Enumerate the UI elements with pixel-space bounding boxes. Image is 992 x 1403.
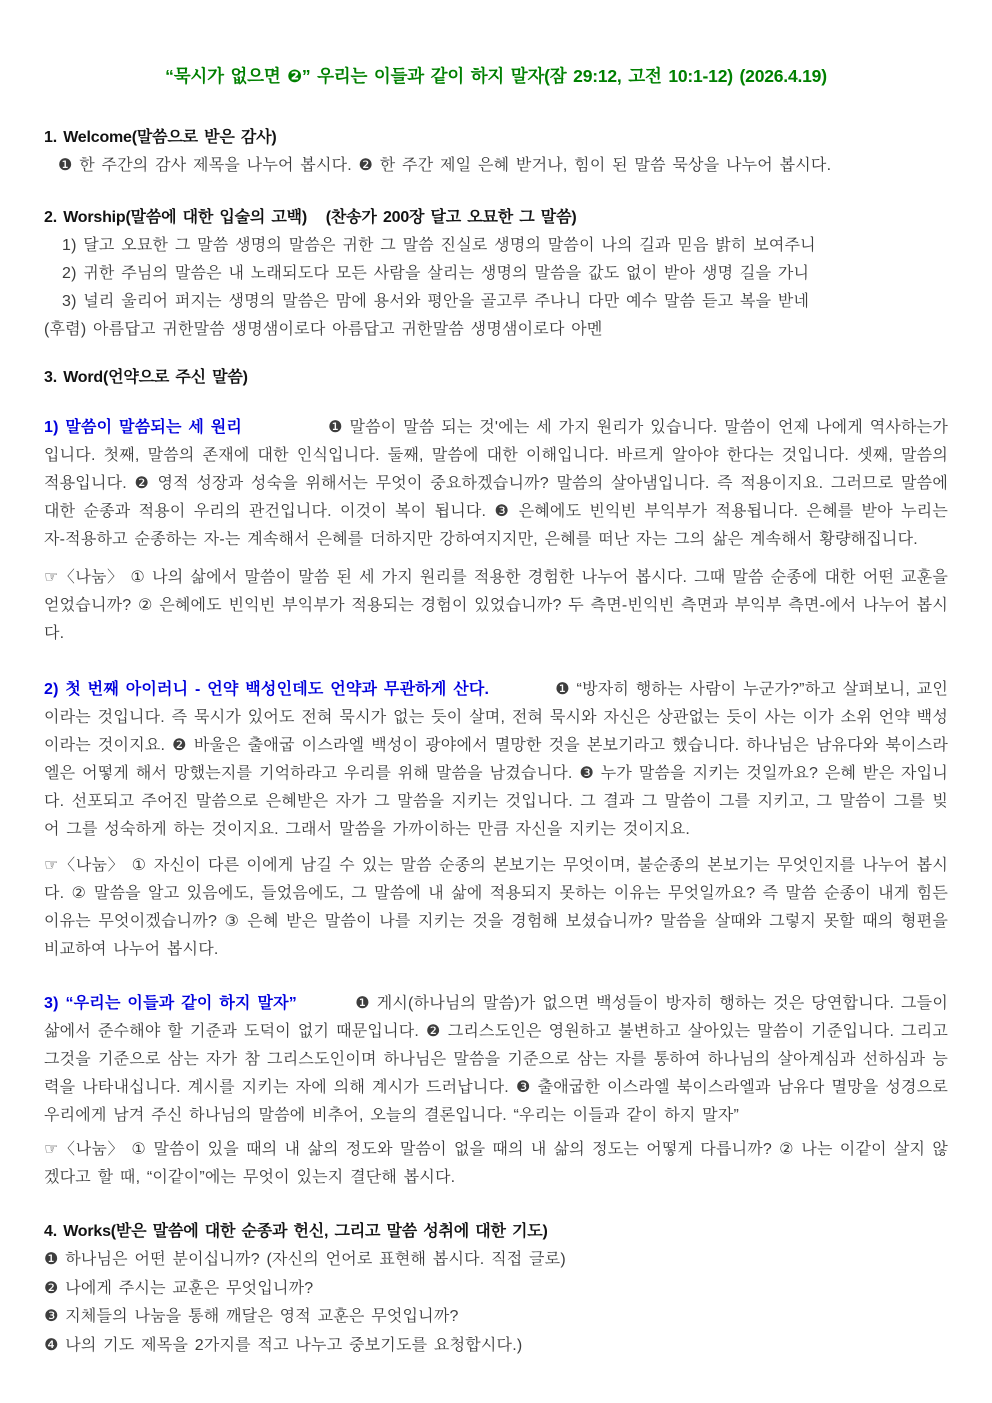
- tab-spacer: [297, 1007, 355, 1008]
- hymn-verse-2: 2) 귀한 주님의 말씀은 내 노래되도다 모든 사람을 살리는 생명의 말씀을 값도 없이 받아 생명 길을 가니: [62, 265, 810, 282]
- subsection-1-body: ❶ 말씀이 말씀 되는 것'에는 세 가지 원리가 있습니다. 말씀이 언제 나에게 역사하는가입니다. 첫째, 말씀의 존재에 대한 인식입니다. 둘째, 말씀에 대한 이해입니다. 바르게 알아야 한다는 것입니다. 셋째, 말씀의 적용입니다. ❷ 영적 성장과 성숙을 위해서는 무엇이 중요하겠습니까? 말씀의 살아냄입니다. 즉 적용이지요. 그러므로 말씀에 대한 순종과 적용이 우리의 관건입니다. 이것이 복이 됩니다. ❸ 은혜에도 빈익빈 부익부가 적용됩니다. 은혜를 받아 누리는 자-적용하고 순종하는 자-는 계속해서 은혜를 더하지만 강하여지지만, 은혜를 떠난 자는 그의 삶은 계속해서 황량해집니다.: [44, 419, 948, 548]
- subsection-1-heading: 1) 말씀이 말씀되는 세 원리: [44, 419, 243, 436]
- works-item-2: ❷ 나에게 주시는 교훈은 무엇입니까?: [44, 1279, 314, 1297]
- word-heading: 3. Word(언약으로 주신 말씀): [44, 369, 248, 386]
- nanum-note-3: ☞〈나눔〉 ① 말씀이 있을 때의 내 삶의 정도와 말씀이 없을 때의 내 삶의 정도는 어떻게 다릅니까? ② 나는 이같이 살지 않겠다고 할 때, “이같이”에는 무엇이 있는지 결단해 봅시다.: [44, 1141, 948, 1186]
- word-subsection-1: [44, 414, 948, 554]
- subsection-2-heading: 2) 첫 번째 아이러니 - 언약 백성인데도 언약과 무관하게 산다.: [44, 681, 490, 698]
- subsection-3-body: ❶ 게시(하나님의 말씀)가 없으면 백성들이 방자히 행하는 것은 당연합니다. 그들이 삶에서 준수해야 할 기준과 도덕이 없기 때문입니다. ❷ 그리스도인은 영원하고 불변하고 살아있는 말씀이 기준입니다. 그리고 그것을 기준으로 삼는 자가 참 그리스도인이며 하나님은 말씀을 기준으로 삼는 자를 통하여 하나님의 살아계심과 선하심과 능력을 나타내십니다. 계시를 지키는 자에 의해 계시가 드러납니다. ❸ 출애굽한 이스라엘 북이스라엘과 남유다 멸망을 성경으로 우리에게 남겨 주신 하나님의 말씀에 비추어, 오늘의 결론입니다. “우리는 이들과 같이 하지 말자”: [44, 995, 948, 1124]
- word-subsection-3: [44, 990, 948, 1130]
- tab-spacer: [489, 693, 555, 694]
- page-title: “묵시가 없으면 ❷” 우리는 이들과 같이 하지 말자(잠 29:12, 고전 10:1-12) (2026.4.19): [165, 66, 827, 86]
- subsection-3-heading: 3) “우리는 이들과 같이 하지 말자”: [44, 995, 298, 1012]
- word-subsection-2: [44, 676, 948, 844]
- section-welcome: [44, 124, 948, 180]
- works-item-4: ❹ 나의 기도 제목을 2가지를 적고 나누고 중보기도를 요청합시다.): [44, 1336, 523, 1354]
- section-worship: [44, 204, 948, 344]
- hymn-verse-1: 1) 달고 오묘한 그 말씀 생명의 말씀은 귀한 그 말씀 진실로 생명의 말씀이 나의 길과 믿음 밝히 보여주니: [62, 237, 816, 254]
- welcome-heading: 1. Welcome(말씀으로 받은 감사): [44, 129, 277, 146]
- welcome-body: ❶ 한 주간의 감사 제목을 나누어 봅시다. ❷ 한 주간 제일 은혜 받거나, 힘이 된 말씀 묵상을 나누어 봅시다.: [58, 157, 832, 174]
- section-works: [44, 1218, 948, 1360]
- worship-heading-label: 2. Worship(말씀에 대한 입술의 고백): [44, 209, 308, 226]
- tab-spacer: [242, 431, 328, 432]
- works-heading: 4. Works(받은 말씀에 대한 순종과 헌신, 그리고 말씀 성취에 대한 기도): [44, 1223, 548, 1240]
- hymn-reference: (찬송가 200장 달고 오묘한 그 말씀): [325, 209, 577, 226]
- hymn-chorus: (후렴) 아름답고 귀한말씀 생명샘이로다 아름답고 귀한말씀 생명샘이로다 아멘: [44, 321, 603, 338]
- worship-heading: [44, 204, 948, 232]
- nanum-note-2: ☞〈나눔〉 ① 자신이 다른 이에게 남길 수 있는 말씀 순종의 본보기는 무엇이며, 불순종의 본보기는 무엇인지를 나누어 봅시다. ② 말씀을 알고 있음에도, 들었음에도, 그 말씀에 내 삶에 적용되지 못하는 이유는 무엇일까요? 즉 말씀 순종이 내게 힘든 이유는 무엇이겠습니까? ③ 은혜 받은 말씀이 나를 지키는 것을 경험해 보셨습니까? 말씀을 살때와 그렇지 못할 때의 형편을 비교하여 나누어 봅시다.: [44, 857, 948, 958]
- subsection-2-body: ❶ “방자히 행하는 사람이 누군가?”하고 살펴보니, 교인이라는 것입니다. 즉 묵시가 있어도 전혀 묵시가 없는 듯이 살며, 전혀 묵시와 자신은 상관없는 듯이 사는 이가 소위 언약 백성이라는 것이지요. ❷ 바울은 출애굽 이스라엘 백성이 광야에서 멸망한 것을 본보기라고 했습니다. 하나님은 남유다와 북이스라엘은 어떻게 해서 망했는지를 기억하라고 우리를 위해 말씀을 남겼습니다. ❸ 누가 말씀을 지키는 것일까요? 은혜 받은 자입니다. 선포되고 주어진 말씀으로 은혜받은 자가 그 말씀을 지키는 것입니다. 그 결과 그 말씀이 그를 지키고, 그 말씀이 그를 빚어 그를 성숙하게 하는 것이지요. 그래서 말씀을 가까이하는 만큼 자신을 지키는 것이지요.: [44, 681, 948, 838]
- hymn-verse-3: 3) 널리 울리어 퍼지는 생명의 말씀은 맘에 용서와 평안을 골고루 주나니 다만 예수 말씀 듣고 복을 받네: [62, 293, 810, 310]
- nanum-note-1: ☞〈나눔〉 ① 나의 삶에서 말씀이 말씀 된 세 가지 원리를 적용한 경험한 나누어 봅시다. 그때 말씀 순종에 대한 어떤 교훈을 얻었습니까? ② 은혜에도 빈익빈 부익부가 적용되는 경험이 있었습니까? 두 측면-빈익빈 측면과 부익부 측면-에서 나누어 봅시다.: [44, 569, 948, 642]
- works-item-1: ❶ 하나님은 어떤 분이십니까? (자신의 언어로 표현해 봅시다. 직접 글로): [44, 1251, 566, 1268]
- works-item-3: ❸ 지체들의 나눔을 통해 깨달은 영적 교훈은 무엇입니까?: [44, 1308, 459, 1325]
